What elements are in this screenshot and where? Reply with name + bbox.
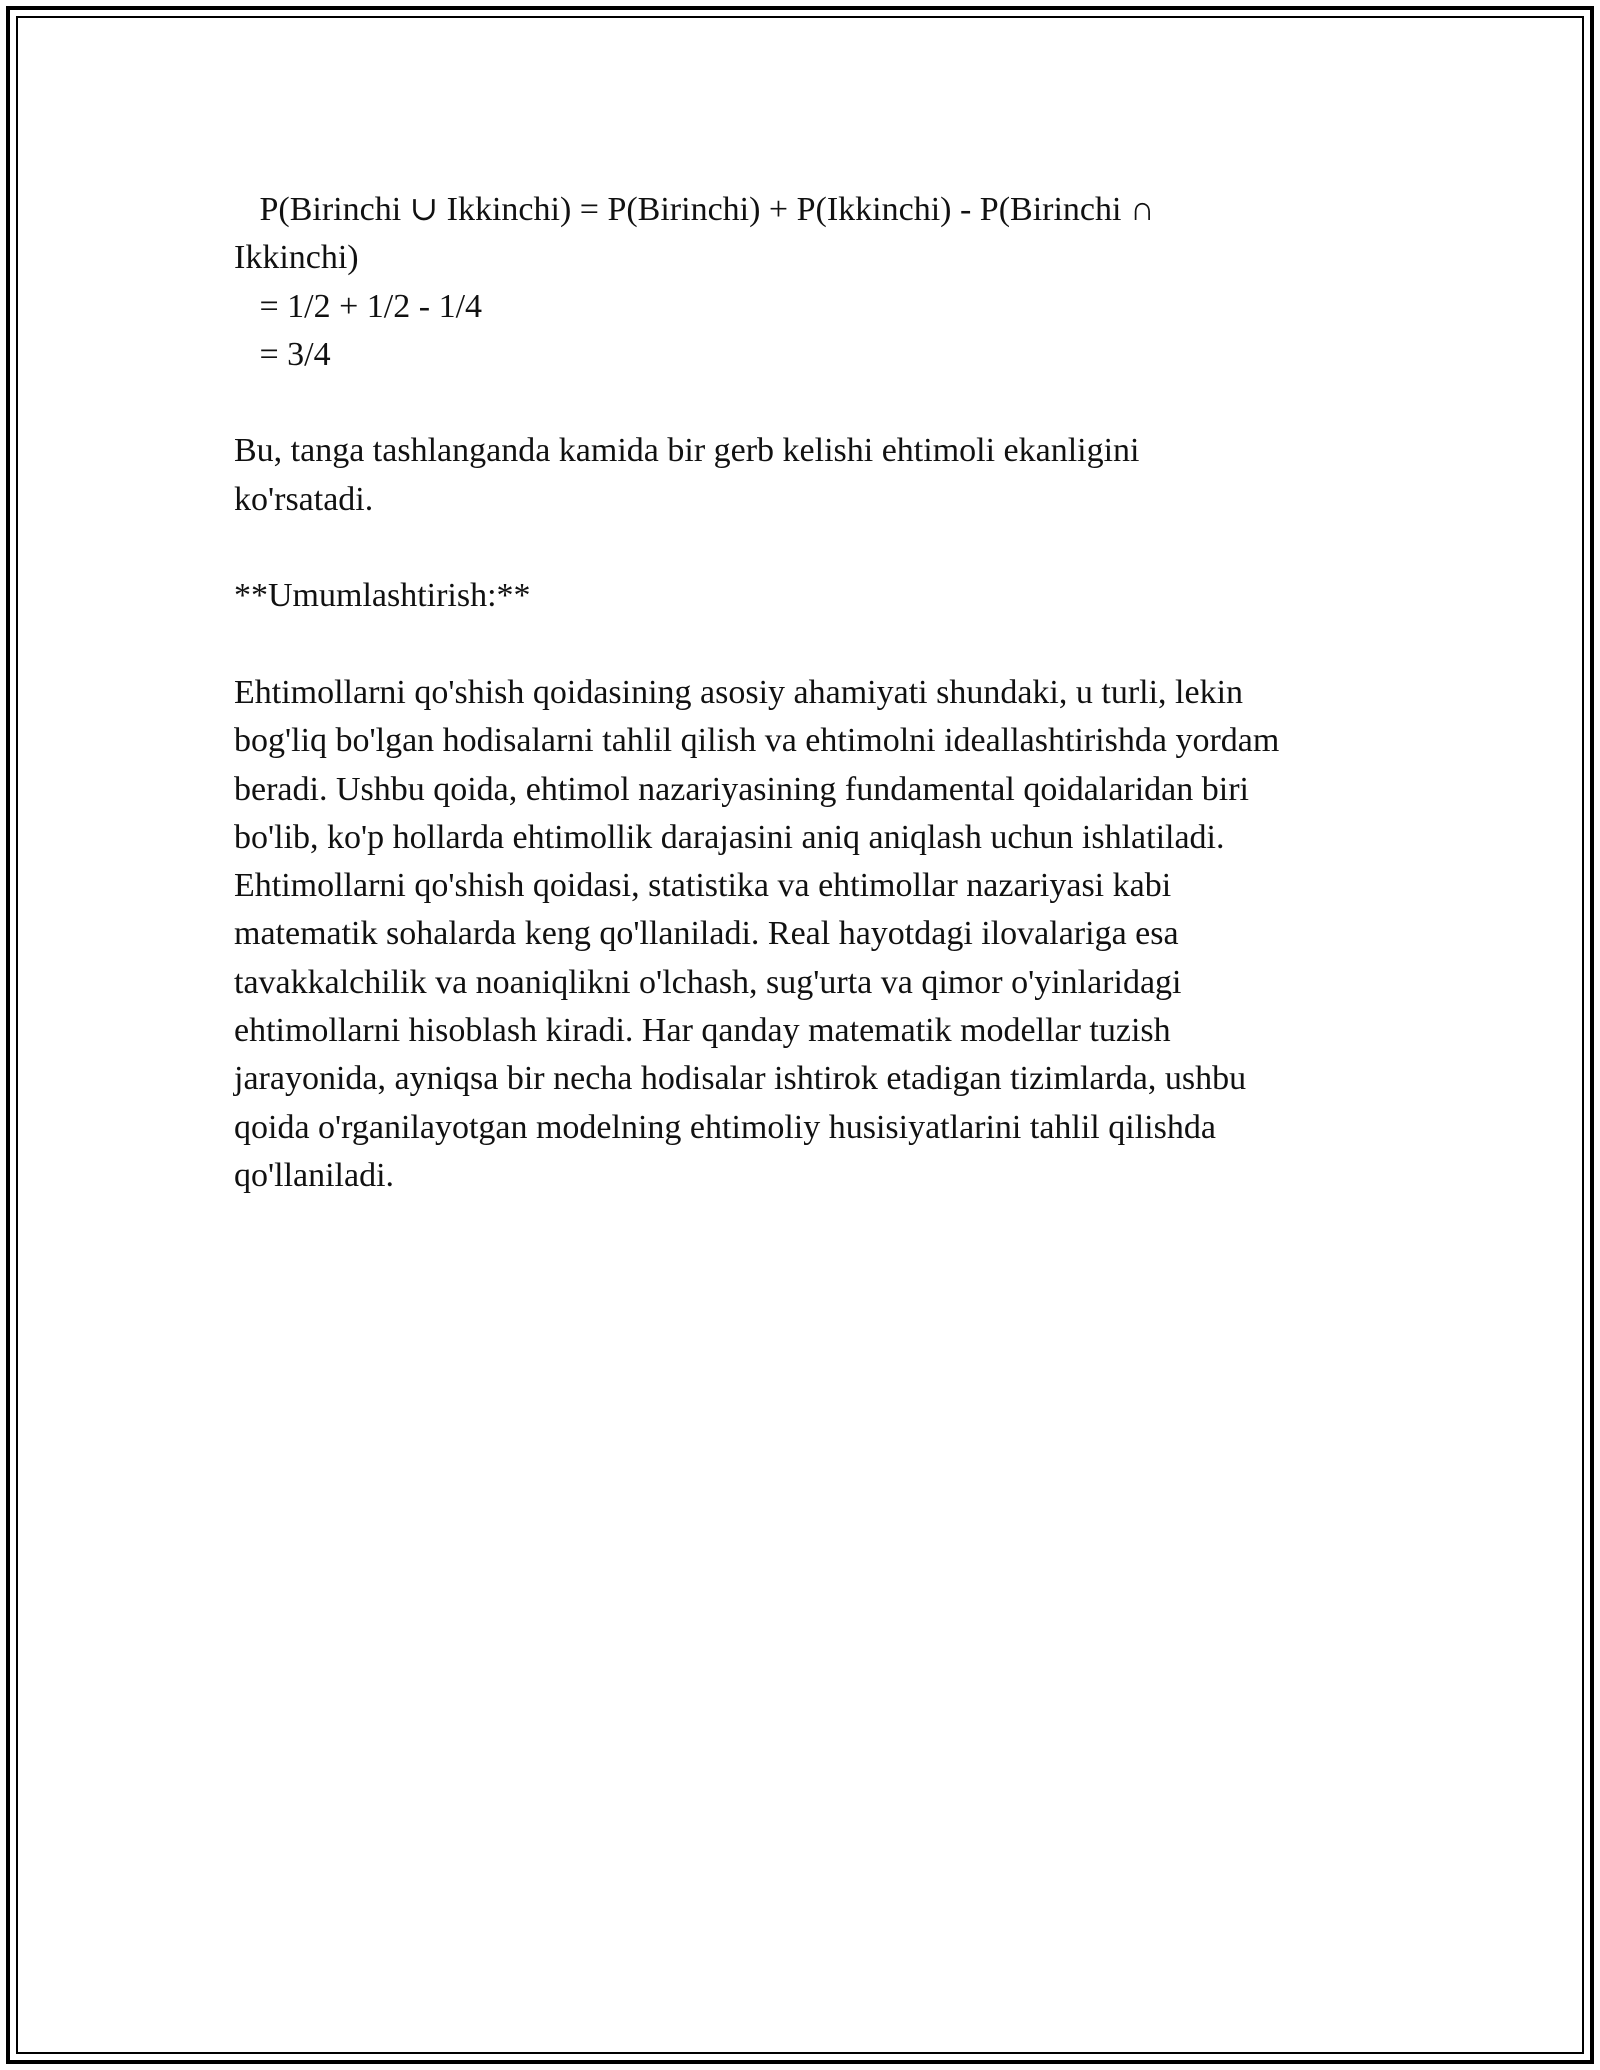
paragraph-line: tavakkalchilik va noaniqlikni o'lchash, sug'urta va qimor o'yinlaridagi: [234, 963, 1182, 1001]
paragraph-line: qoida o'rganilayotgan modelning ehtimoliy husisiyatlarini tahlil qilishda: [234, 1108, 1216, 1146]
paragraph-line: Ehtimollarni qo'shish qoidasi, statistika va ehtimollar nazariyasi kabi: [234, 867, 1172, 905]
formula-line: Ikkinchi): [234, 239, 359, 277]
paragraph-gap: [234, 379, 1384, 427]
summary-paragraph: [234, 669, 1384, 1200]
formula-line: P(Birinchi ∪ Ikkinchi) = P(Birinchi) + P(Ikkinchi) - P(Birinchi ∩: [234, 191, 1155, 228]
paragraph-gap: [234, 621, 1384, 669]
formula-line: = 3/4: [234, 335, 331, 373]
conclusion-paragraph: [234, 427, 1384, 524]
paragraph-gap: [234, 524, 1384, 572]
paragraph-line: Ehtimollarni qo'shish qoidasining asosiy ahamiyati shundaki, u turli, lekin: [234, 673, 1244, 711]
paragraph-line: qo'llaniladi.: [234, 1156, 395, 1194]
paragraph-line: matematik sohalarda keng qo'llaniladi. Real hayotdagi ilovalariga esa: [234, 915, 1179, 953]
formula-block: [234, 186, 1384, 379]
paragraph-line: ehtimollarni hisoblash kiradi. Har qanday matematik modellar tuzish: [234, 1012, 1171, 1050]
section-heading: **Umumlashtirish:**: [234, 577, 531, 615]
formula-line: = 1/2 + 1/2 - 1/4: [234, 287, 483, 325]
paragraph-line: Bu, tanga tashlanganda kamida bir gerb kelishi ehtimoli ekanligini: [234, 432, 1140, 470]
paragraph-line: jarayonida, ayniqsa bir necha hodisalar ishtirok etadigan tizimlarda, ushbu: [234, 1060, 1247, 1098]
paragraph-line: bo'lib, ko'p hollarda ehtimollik darajasini aniq aniqlash uchun ishlatiladi.: [234, 818, 1225, 856]
paragraph-line: ko'rsatadi.: [234, 480, 374, 518]
paragraph-line: beradi. Ushbu qoida, ehtimol nazariyasining fundamental qoidalaridan biri: [234, 770, 1249, 808]
document-body: [234, 186, 1384, 1200]
paragraph-line: bog'liq bo'lgan hodisalarni tahlil qilish va ehtimolni ideallashtirishda yordam: [234, 722, 1280, 760]
